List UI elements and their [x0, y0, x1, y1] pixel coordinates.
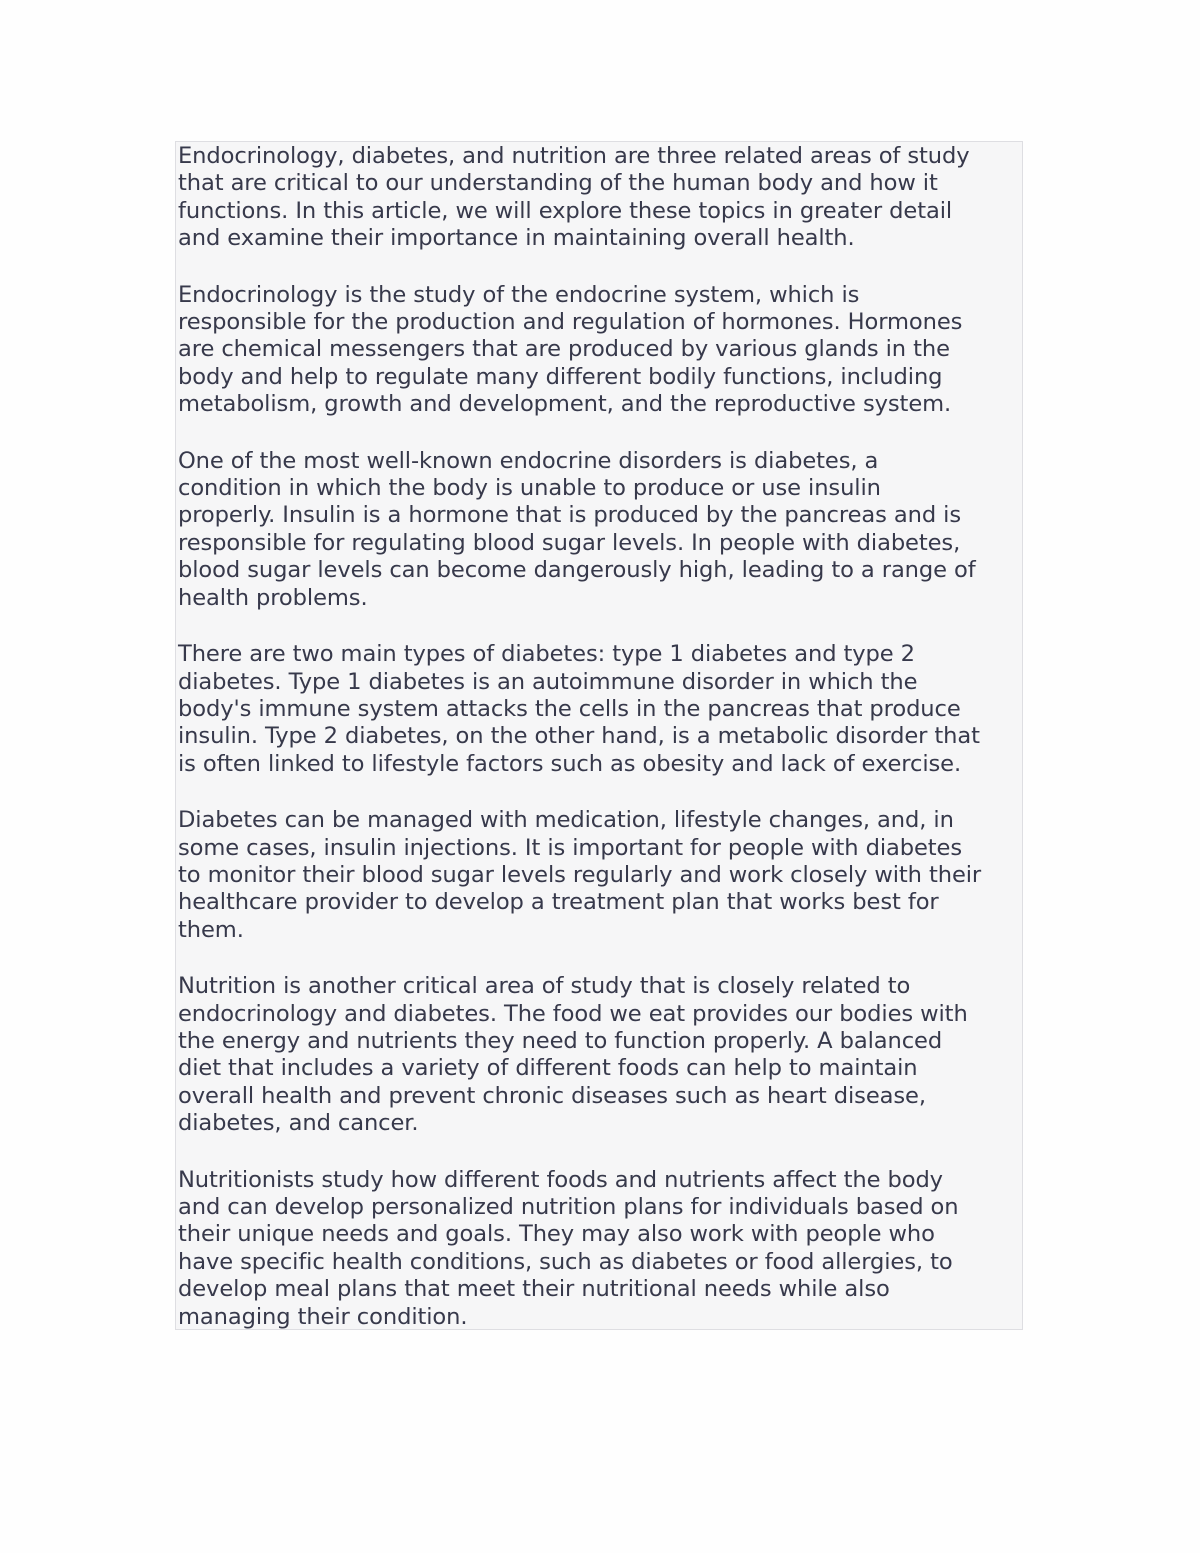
paragraph-6: Nutrition is another critical area of study that is closely related to endocrinology and diabetes. The food we eat provides our bodies with the energy and nutrients they need to function properly. A balanced diet that includes a variety of different foods can help to maintain overall health and prevent chronic diseases such as heart disease, diabetes, and cancer.: [178, 973, 968, 1137]
paragraph-1: Endocrinology, diabetes, and nutrition are three related areas of study that are critical to our understanding of the human body and how it functions. In this article, we will explore these topics in greater detail and examine their importance in maintaining overall health.: [178, 143, 970, 252]
paragraph-5: Diabetes can be managed with medication, lifestyle changes, and, in some cases, insulin injections. It is important for people with diabetes to monitor their blood sugar levels regularly and work closely with their healthcare provider to develop a treatment plan that works best for them.: [178, 807, 982, 943]
paragraph-4: There are two main types of diabetes: type 1 diabetes and type 2 diabetes. Type 1 diabetes is an autoimmune disorder in which the body's immune system attacks the cells in the pancreas that produce insulin. Type 2 diabetes, on the other hand, is a metabolic disorder that is often linked to lifestyle factors such as obesity and lack of exercise.: [178, 641, 980, 777]
paragraph-2: Endocrinology is the study of the endocrine system, which is responsible for the production and regulation of hormones. Hormones are chemical messengers that are produced by various glands in the body and help to regulate many different bodily functions, including metabolism, growth and development, and the reproductive system.: [178, 281, 963, 418]
paragraph-7: Nutritionists study how different foods and nutrients affect the body and can develop personalized nutrition plans for individuals based on their unique needs and goals. They may also work with people who have specific health conditions, such as diabetes or food allergies, to develop meal plans that meet their nutritional needs while also managing their condition.: [178, 1166, 959, 1330]
article-text-box: [175, 141, 1023, 1330]
paragraph-3: One of the most well-known endocrine disorders is diabetes, a condition in which the body is unable to produce or use insulin properly. Insulin is a hormone that is produced by the pancreas and is responsible for regulating blood sugar levels. In people with diabetes, blood sugar levels can become dangerously high, leading to a range of health problems.: [178, 447, 976, 611]
